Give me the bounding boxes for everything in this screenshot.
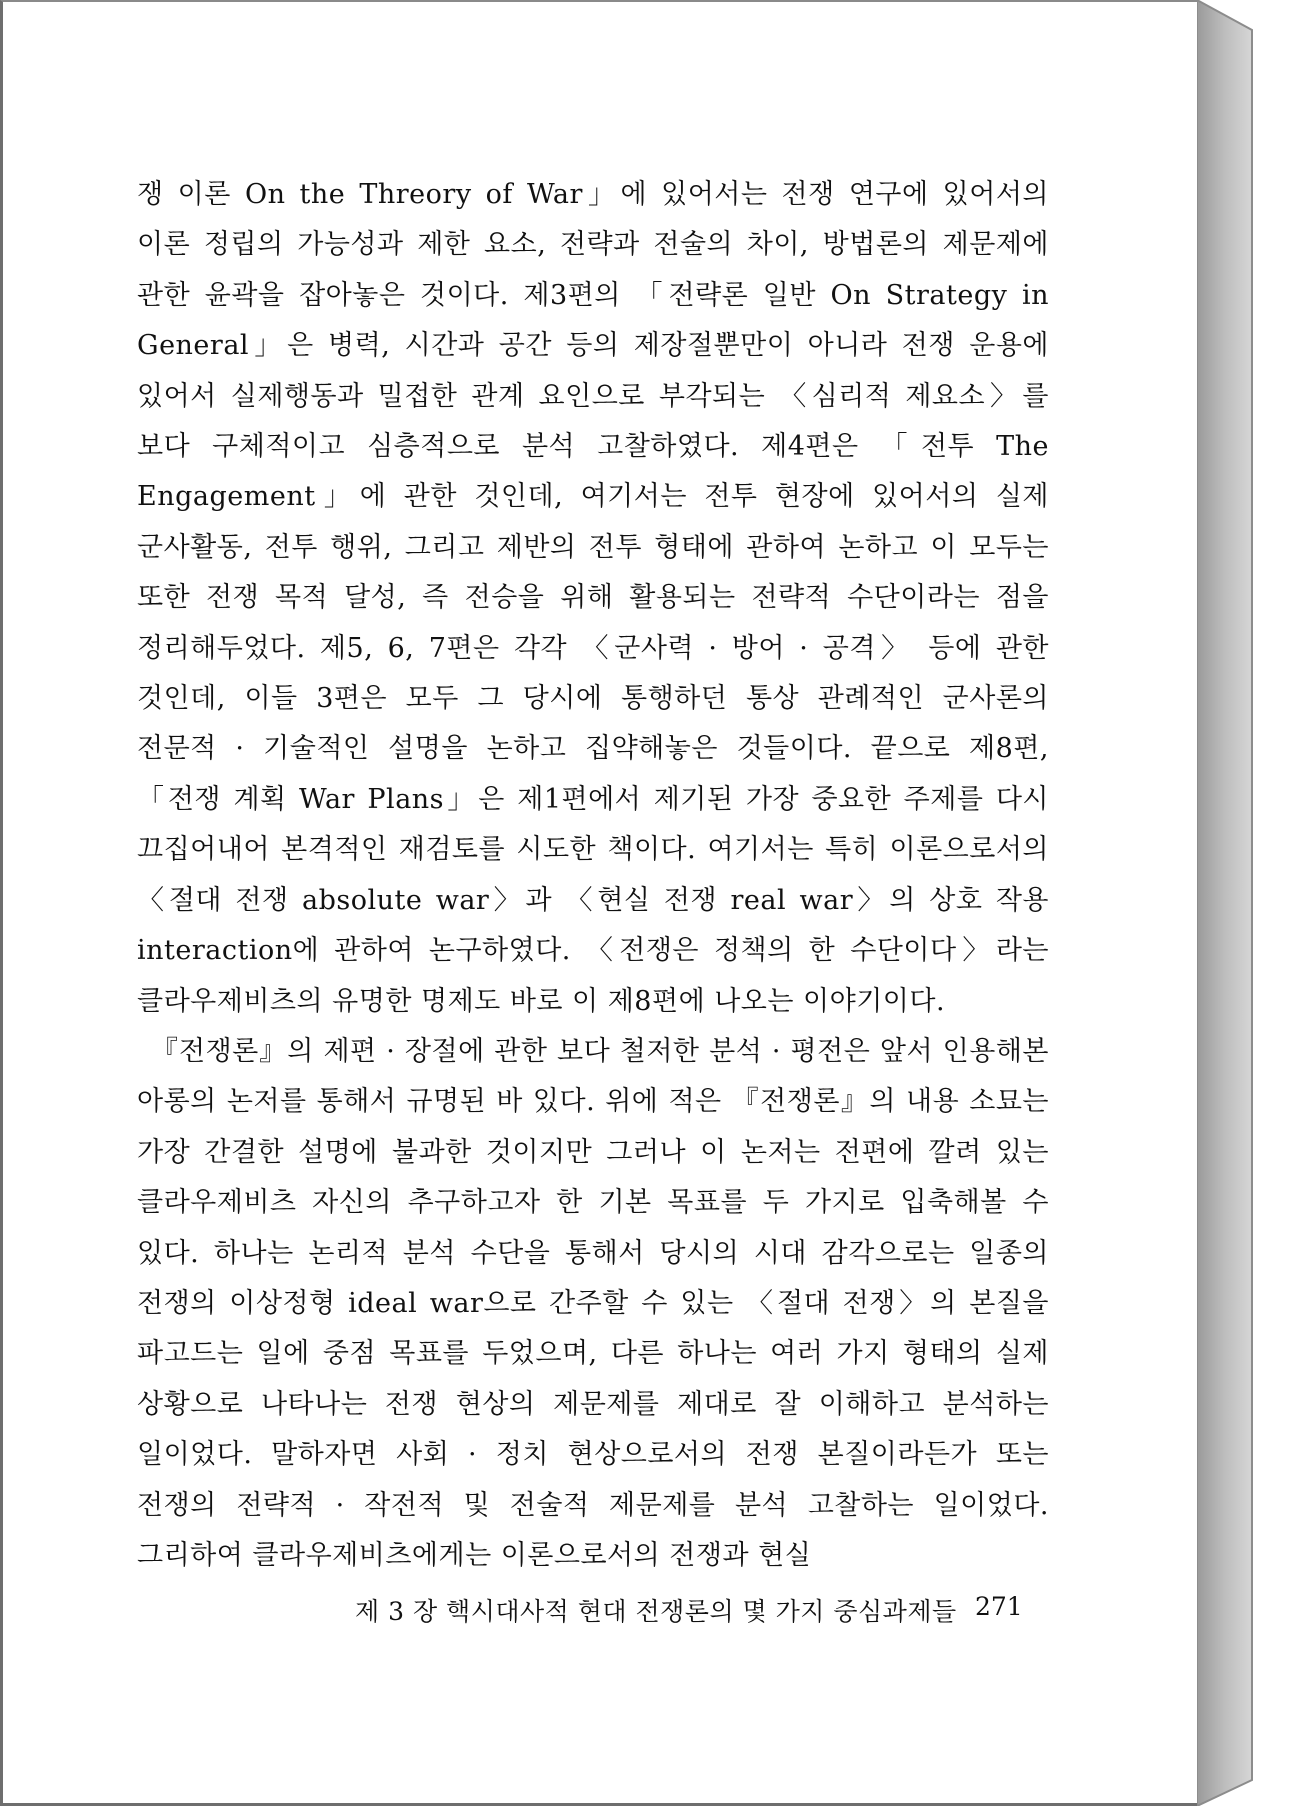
page-footer: [3, 1592, 1200, 1632]
running-footer-chapter-title: 제 3 장 핵시대사적 현대 전쟁론의 몇 가지 중심과제들: [355, 1597, 957, 1626]
paragraph-1: 쟁 이론 On the Threory of War」에 있어서는 전쟁 연구에 있어서의 이론 정립의 가능성과 제한 요소, 전략과 전술의 차이, 방법론의 제문제에 관한 윤곽을 잡아놓은 것이다. 제3편의 「전략론 일반 On Strategy in General」은 병력, 시간과 공간 등의 제장절뿐만이 아니라 전쟁 운용에 있어서 실제행동과 밀접한 관계 요인으로 부각되는 〈심리적 제요소〉를 보다 구체적이고 심층적으로 분석 고찰하였다. 제4편은 「전투 The Engagement」에 관한 것인데, 여기서는 전투 현장에 있어서의 실제 군사활동, 전투 행위, 그리고 제반의 전투 형태에 관하여 논하고 이 모두는 또한 전쟁 목적 달성, 즉 전승을 위해 활용되는 전략적 수단이라는 점을 정리해두었다. 제5, 6, 7편은 각각 〈군사력 · 방어 · 공격〉 등에 관한 것인데, 이들 3편은 모두 그 당시에 통행하던 통상 관례적인 군사론의 전문적 · 기술적인 설명을 논하고 집약해놓은 것들이다. 끝으로 제8편, 「전쟁 계획 War Plans」은 제1편에서 제기된 가장 중요한 주제를 다시 끄집어내어 본격적인 재검토를 시도한 책이다. 여기서는 특히 이론으로서의 〈절대 전쟁 absolute war〉과 〈현실 전쟁 real war〉의 상호 작용 interaction에 관하여 논구하였다. 〈전쟁은 정책의 한 수단이다〉라는 클라우제비츠의 유명한 명제도 바로 이 제8편에 나오는 이야기이다.: [137, 179, 1049, 1017]
book-edge-shape: [1197, 0, 1310, 1806]
paragraph-2: 『전쟁론』의 제편 · 장절에 관한 보다 철저한 분석 · 평전은 앞서 인용해본 아롱의 논저를 통해서 규명된 바 있다. 위에 적은 『전쟁론』의 내용 소묘는 가장 간결한 설명에 불과한 것이지만 그러나 이 논저는 전편에 깔려 있는 클라우제비츠 자신의 추구하고자 한 기본 목표를 두 가지로 입축해볼 수 있다. 하나는 논리적 분석 수단을 통해서 당시의 시대 감각으로는 일종의 전쟁의 이상정형 ideal war으로 간주할 수 있는 〈절대 전쟁〉의 본질을 파고드는 일에 중점 목표를 두었으며, 다른 하나는 여러 가지 형태의 실제 상황으로 나타나는 전쟁 현상의 제문제를 제대로 잘 이해하고 분석하는 일이었다. 말하자면 사회 · 정치 현상으로서의 전쟁 본질이라든가 또는 전쟁의 전략적 · 작전적 및 전술적 제문제를 분석 고찰하는 일이었다. 그리하여 클라우제비츠에게는 이론으로서의 전쟁과 현실: [137, 1035, 1049, 1571]
body-text: [137, 170, 1049, 1581]
page-number: 271: [975, 1592, 1023, 1621]
